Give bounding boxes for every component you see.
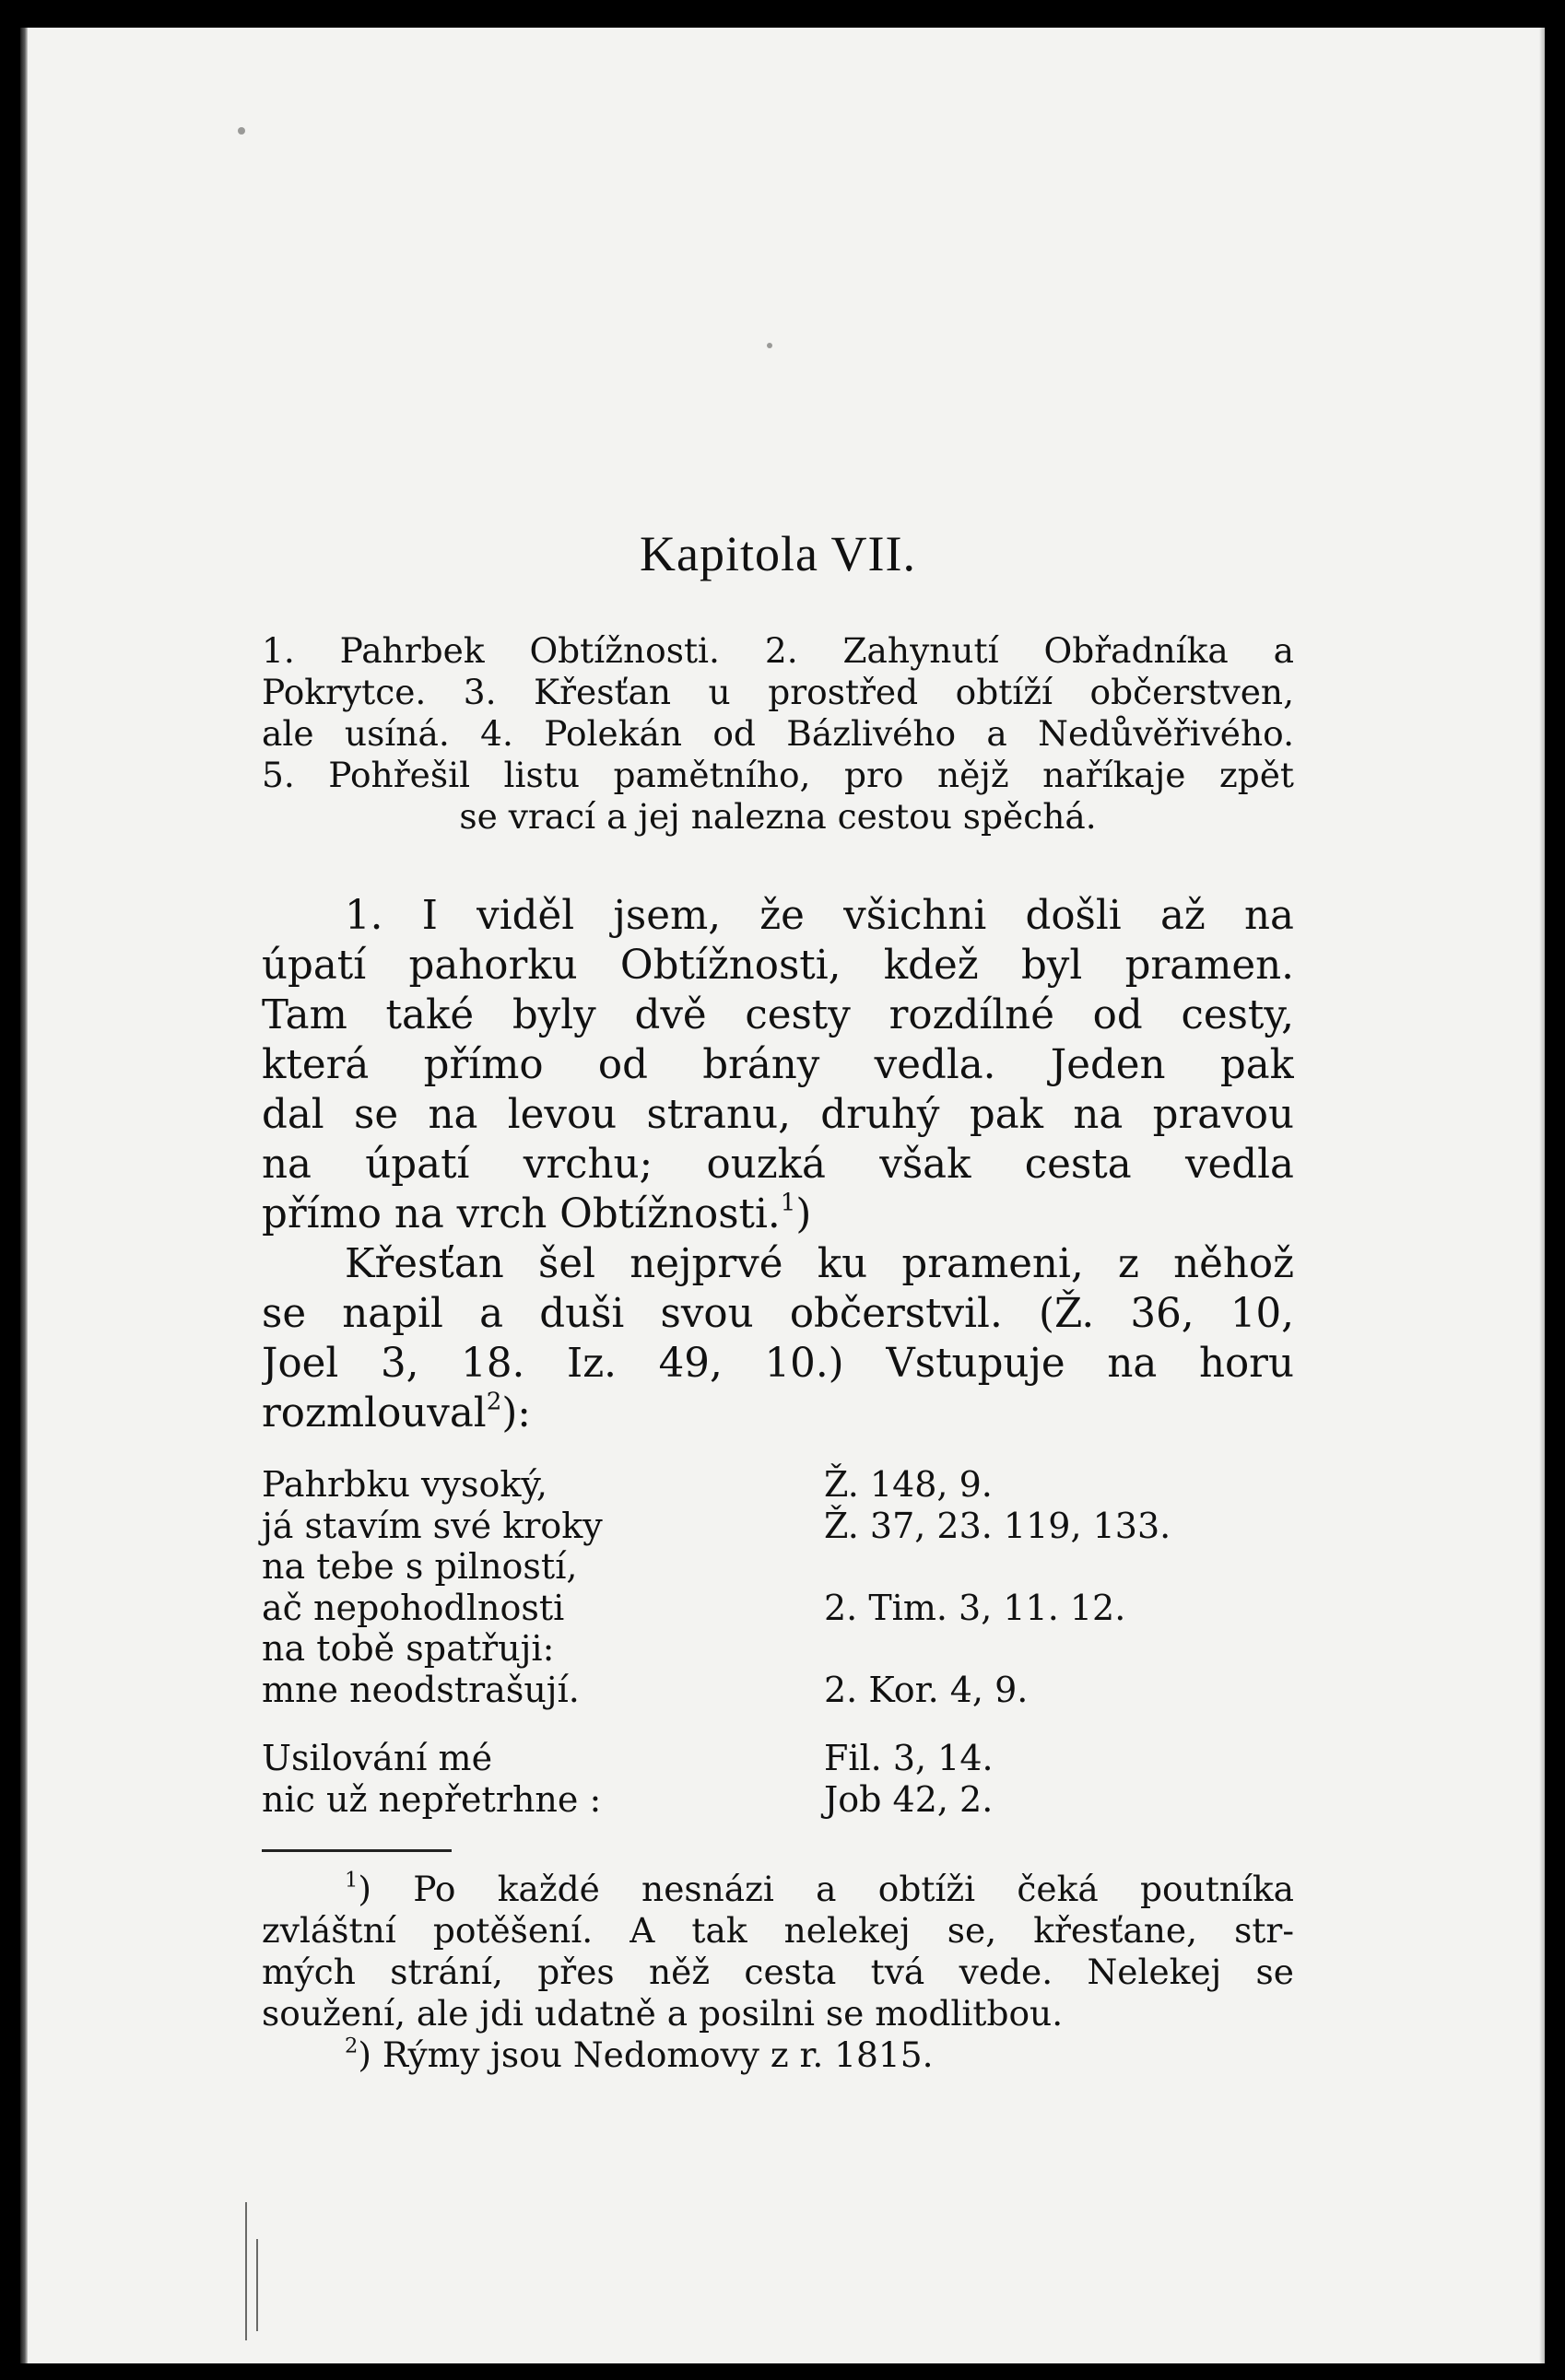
page-content — [262, 525, 1294, 2076]
paragraph-1 — [262, 891, 1294, 1239]
closing-paren: ): — [501, 1390, 531, 1436]
body-line — [262, 1190, 1294, 1239]
page-right-edge — [1539, 28, 1545, 2363]
footnote-1-mark: 1 — [345, 1869, 359, 1893]
page-spine-edge — [20, 28, 28, 2363]
footnote-1-line: mých strání, přes něž cesta tvá vede. Nelekej se — [262, 1952, 1294, 1992]
chapter-summary — [262, 630, 1294, 838]
paper-speck — [767, 343, 772, 348]
footnote-marker-1[interactable]: 1 — [780, 1190, 796, 1217]
paper-scratch — [245, 2202, 247, 2340]
summary-line: 1. Pahrbek Obtížnosti. 2. Zahynutí Obřadníka a — [262, 630, 1294, 671]
verse-table — [262, 1464, 1294, 1820]
verse-text: já stavím své kroky — [262, 1505, 603, 1546]
verse-text: mne neodstrašují. — [262, 1669, 580, 1710]
footnote-1-line: zvláštní potěšení. A tak nelekej se, křesťane, str- — [262, 1910, 1294, 1951]
body-line: na úpatí vrchu; ouzká však cesta vedla — [262, 1142, 1294, 1188]
footnote-1-line — [262, 1869, 1294, 1910]
body-line-text: rozmlouval — [262, 1390, 487, 1436]
summary-line: Pokrytce. 3. Křesťan u prostřed obtíží občerstven, — [262, 672, 1294, 712]
verse-row — [262, 1546, 1294, 1588]
verse-row — [262, 1628, 1294, 1670]
verse-text: Usilování mé — [262, 1738, 493, 1778]
footnote-2-mark: 2 — [345, 2034, 359, 2058]
paper-speck — [238, 127, 245, 135]
body-line-text: přímo na vrch Obtížnosti. — [262, 1191, 781, 1237]
verse-reference: Job 42, 2. — [824, 1778, 994, 1820]
verse-row — [262, 1779, 1294, 1821]
summary-line: se vrací a jej nalezna cestou spěchá. — [459, 796, 1097, 837]
paper-scratch — [256, 2239, 258, 2331]
footnote-1-line: soužení, ale jdi udatně a posilni se modlitbou. — [262, 1993, 1064, 2034]
verse-reference — [824, 1546, 1294, 1588]
closing-paren: ) — [795, 1191, 812, 1237]
body-line: která přímo od brány vedla. Jeden pak — [262, 1042, 1294, 1088]
body-line: se napil a duši svou občerstvil. (Ž. 36, 10, — [262, 1291, 1294, 1337]
footnote-text: ) Rýmy jsou Nedomovy z r. 1815. — [358, 2034, 934, 2075]
verse-row — [262, 1506, 1294, 1547]
summary-line: 5. Pohřešil listu pamětního, pro nějž naříkaje zpět — [262, 755, 1294, 795]
stanza-gap — [262, 1710, 1294, 1738]
footnote-text: ) Po každé nesnázi a obtíži čeká poutníka — [358, 1869, 1294, 1909]
chapter-title: Kapitola VII. — [640, 526, 916, 581]
body-line: Křesťan šel nejprvé ku prameni, z něhož — [345, 1241, 1294, 1287]
verse-text: nic už nepřetrhne : — [262, 1778, 602, 1820]
verse-row — [262, 1588, 1294, 1629]
body-line: 1. I viděl jsem, že všichni došli až na — [345, 893, 1294, 939]
verse-text: na tobě spatřuji: — [262, 1628, 555, 1669]
verse-text: ač nepohodlnosti — [262, 1587, 565, 1628]
paragraph-2 — [262, 1239, 1294, 1438]
footnote-divider — [262, 1849, 452, 1852]
verse-row — [262, 1464, 1294, 1506]
body-line: dal se na levou stranu, druhý pak na pravou — [262, 1092, 1294, 1138]
verse-reference: 2. Kor. 4, 9. — [824, 1669, 1029, 1710]
book-page — [20, 28, 1545, 2363]
summary-line: ale usíná. 4. Polekán od Bázlivého a Nedůvěřivého. — [262, 713, 1294, 754]
verse-reference: Ž. 148, 9. — [824, 1464, 993, 1505]
footnote-2-line — [262, 2034, 1294, 2076]
verse-reference: 2. Tim. 3, 11. 12. — [824, 1587, 1126, 1628]
verse-text: Pahrbku vysoký, — [262, 1464, 547, 1505]
body-line: úpatí pahorku Obtížnosti, kdež byl pramen. — [262, 943, 1294, 989]
verse-reference: Ž. 37, 23. 119, 133. — [824, 1505, 1171, 1546]
verse-row — [262, 1670, 1294, 1711]
verse-text: na tebe s pilností, — [262, 1546, 578, 1587]
verse-reference: Fil. 3, 14. — [824, 1738, 994, 1778]
body-line — [262, 1389, 1294, 1438]
body-line: Tam také byly dvě cesty rozdílné od cesty, — [262, 992, 1294, 1038]
verse-reference — [824, 1628, 1294, 1670]
footnotes — [262, 1869, 1294, 2076]
body-line: Joel 3, 18. Iz. 49, 10.) Vstupuje na horu — [262, 1341, 1294, 1387]
footnote-marker-2[interactable]: 2 — [486, 1389, 502, 1416]
verse-row — [262, 1738, 1294, 1779]
